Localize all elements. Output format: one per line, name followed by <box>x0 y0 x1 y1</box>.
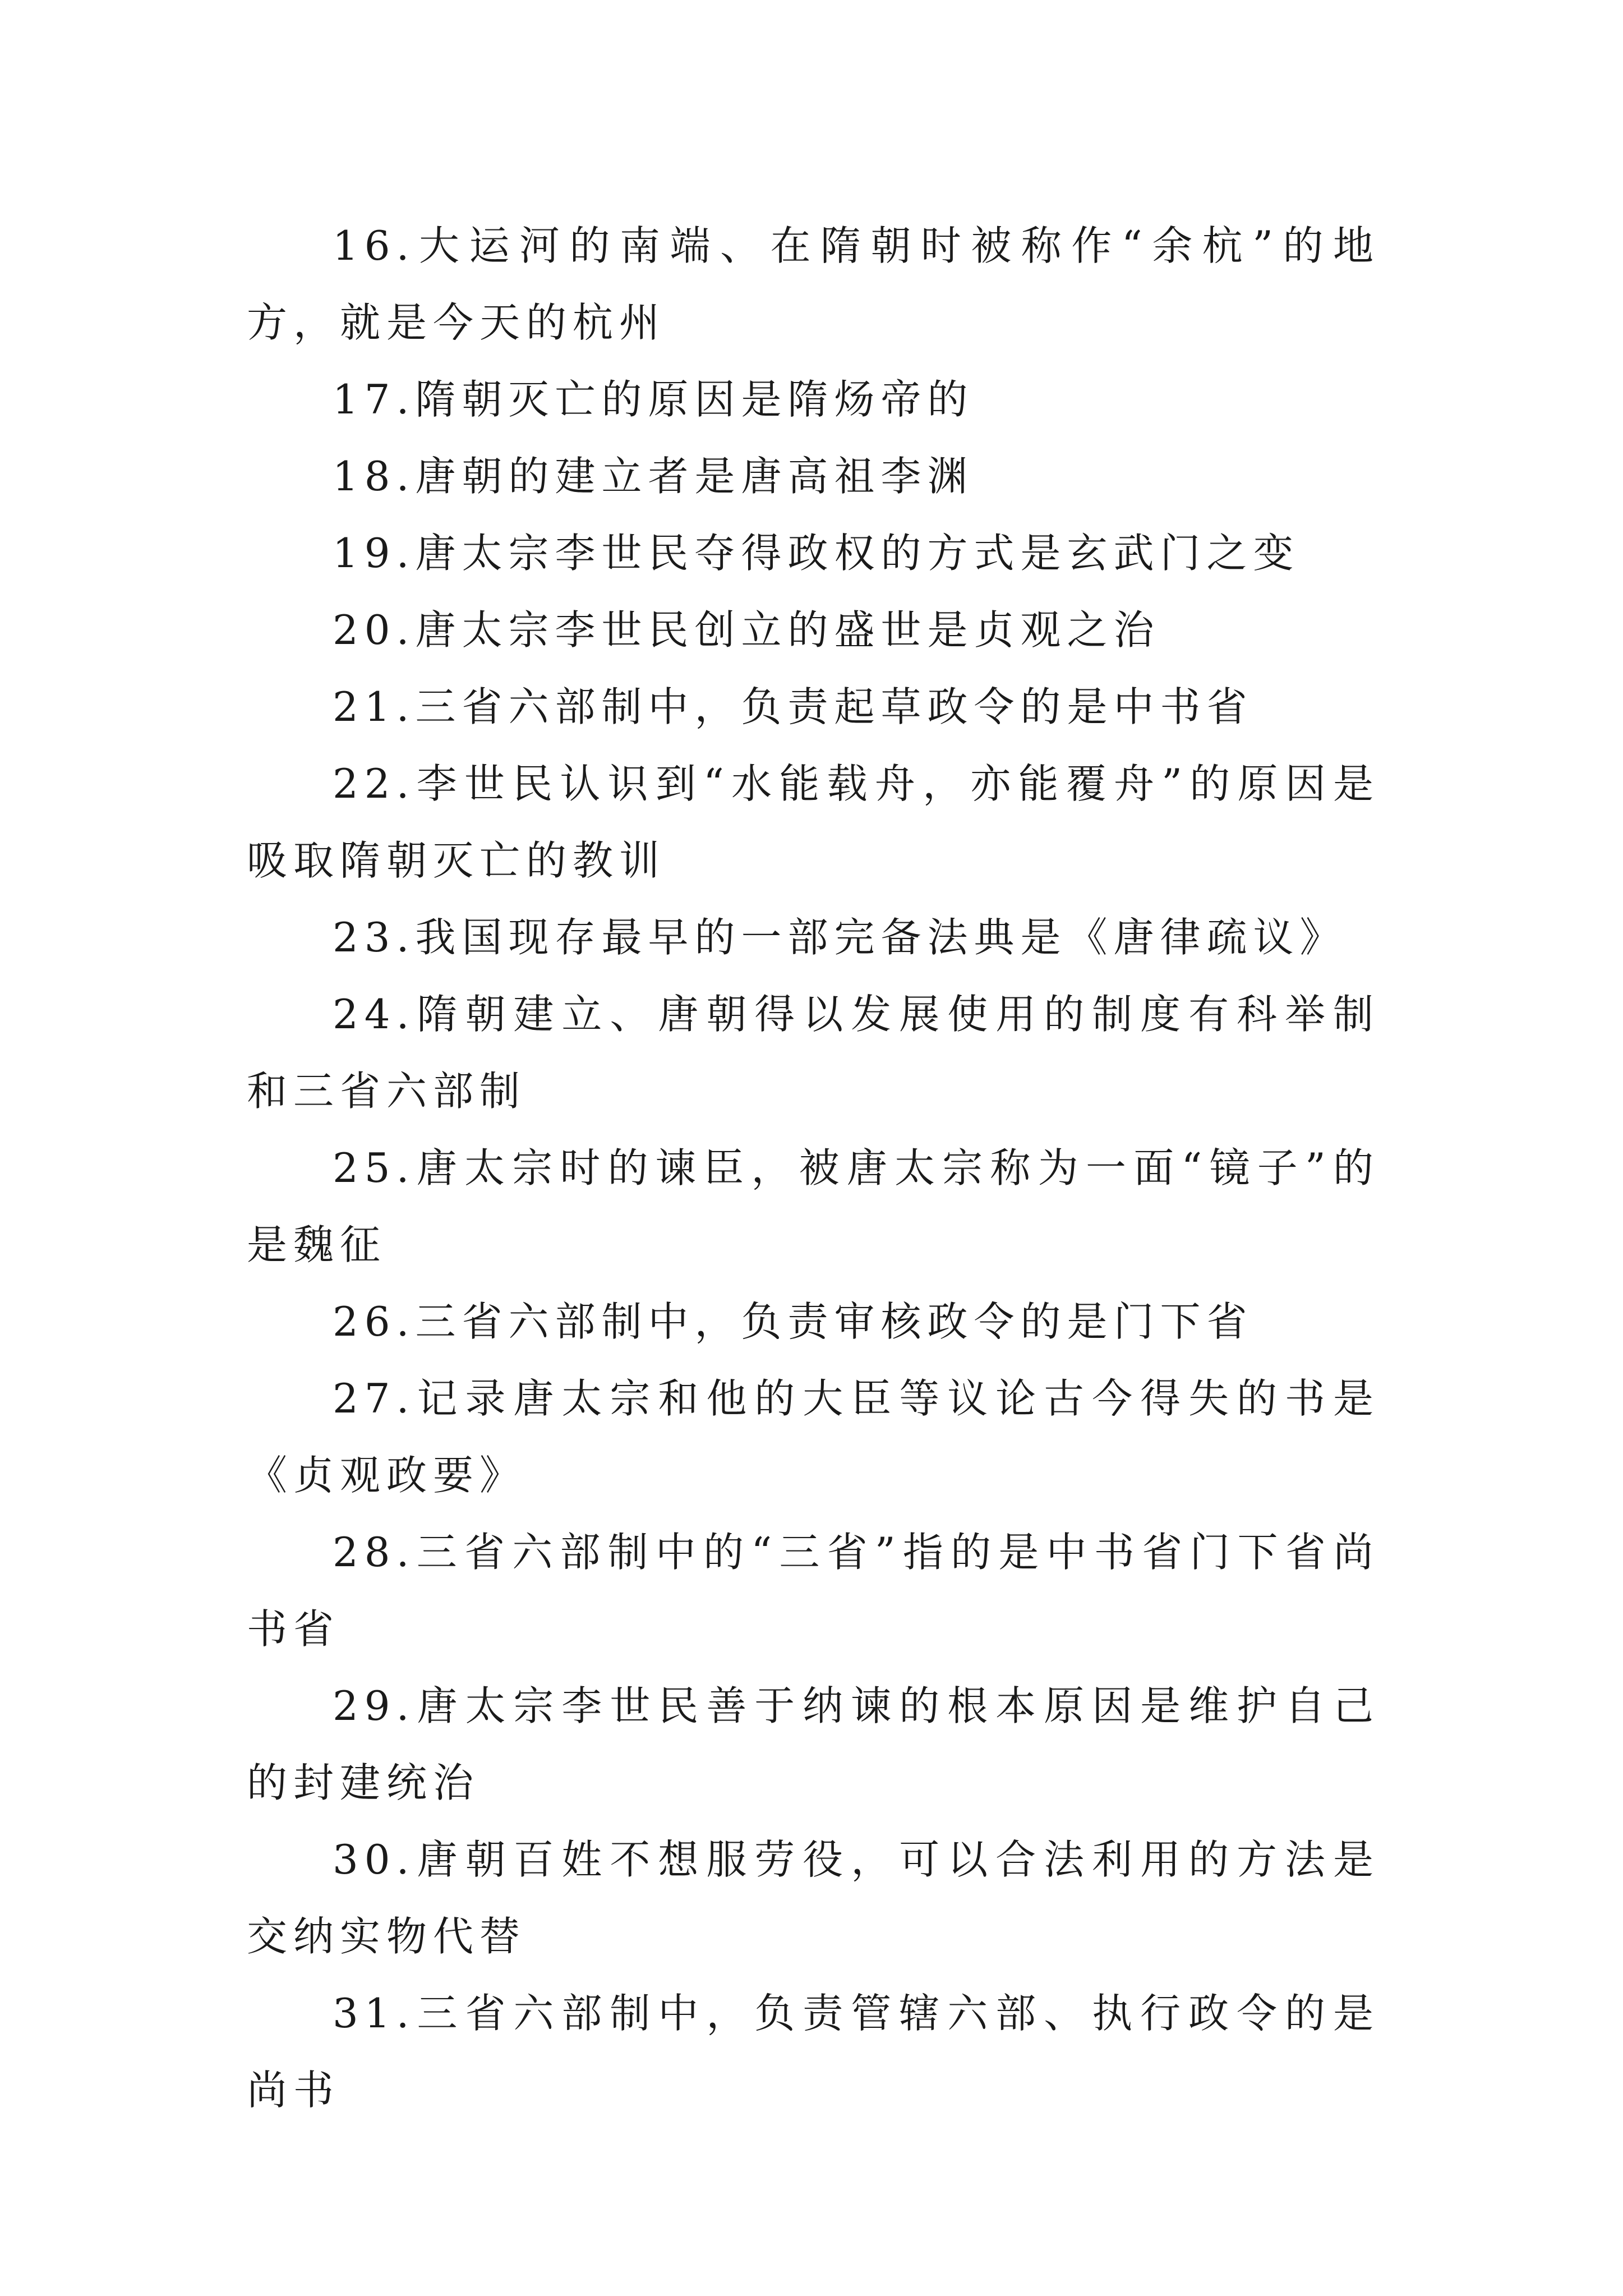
list-item: 19.唐太宗李世民夺得政权的方式是玄武门之变 <box>333 530 1300 577</box>
list-item: 22.李世民认识到“水能载舟，亦能覆舟”的原因是吸取隋朝灭亡的教训 <box>247 760 1380 884</box>
list-item: 23.我国现存最早的一部完备法典是《唐律疏议》 <box>333 914 1347 961</box>
list-item: 26.三省六部制中，负责审核政令的是门下省 <box>333 1298 1253 1345</box>
list-item: 31.三省六部制中，负责管辖六部、执行政令的是尚书 <box>247 1990 1380 2114</box>
list-item: 21.三省六部制中，负责起草政令的是中书省 <box>333 683 1253 730</box>
list-item: 30.唐朝百姓不想服劳役，可以合法利用的方法是交纳实物代替 <box>247 1836 1380 1960</box>
list-item: 29.唐太宗李世民善于纳谏的根本原因是维护自己的封建统治 <box>247 1682 1380 1806</box>
list-item: 16.大运河的南端、在隋朝时被称作“余杭”的地方，就是今天的杭州 <box>247 222 1380 346</box>
list-item: 20.唐太宗李世民创立的盛世是贞观之治 <box>333 606 1160 654</box>
list-item: 27.记录唐太宗和他的大臣等议论古今得失的书是《贞观政要》 <box>247 1375 1380 1499</box>
document-body <box>247 208 1380 2129</box>
list-item: 28.三省六部制中的“三省”指的是中书省门下省尚书省 <box>247 1529 1380 1653</box>
list-item: 25.唐太宗时的谏臣，被唐太宗称为一面“镜子”的是魏征 <box>247 1144 1380 1268</box>
list-item: 17.隋朝灭亡的原因是隋炀帝的 <box>333 376 974 423</box>
list-item: 24.隋朝建立、唐朝得以发展使用的制度有科举制和三省六部制 <box>247 991 1380 1115</box>
list-item: 18.唐朝的建立者是唐高祖李渊 <box>333 453 974 500</box>
